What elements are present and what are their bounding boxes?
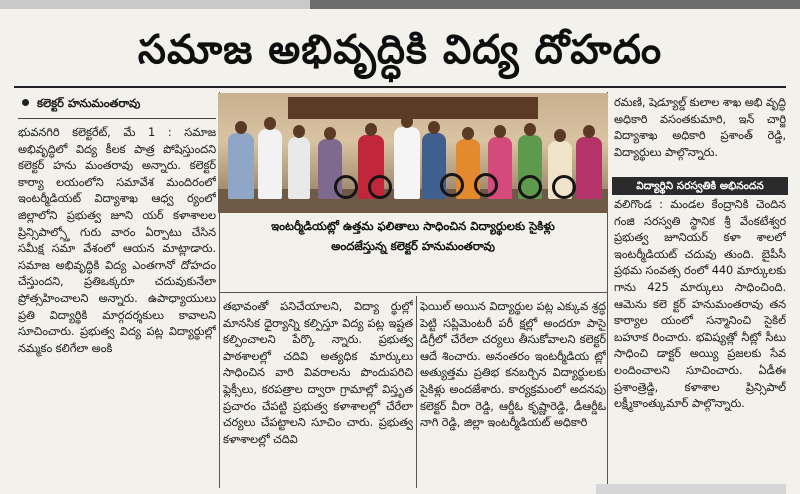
photo-person-head [524, 123, 536, 136]
bicycle-wheel [474, 173, 498, 197]
photo-person [288, 137, 310, 199]
bicycle-wheel [334, 175, 358, 199]
photo-person-head [462, 127, 474, 140]
photo-backdrop-banner [288, 97, 538, 119]
photo-person-head [365, 123, 377, 136]
column-rule [416, 296, 417, 488]
photo-person-head [324, 127, 336, 140]
next-article-edge [596, 484, 786, 494]
byline-text: కలెక్టర్ హనుమంతరావు [37, 96, 141, 110]
photo-person-head [554, 129, 566, 142]
photo-person [228, 133, 254, 199]
photo-person-head [583, 125, 595, 138]
bicycle-wheel [440, 173, 464, 197]
photo-caption-line: అందజేస్తున్న కలెక్టర్ హనుమంతరావు [331, 239, 495, 253]
sub-headline: విద్యార్థిని సరస్వతికి అభినందన [612, 177, 788, 195]
side-story: వలిగొండ : మండల కేంద్రానికి చెందిన గంజి సరస్వతి స్థానిక శ్రీ వేంకటేశ్వర ప్రభుత్వ జూనియర్ కళా శాలలో ఇంటర్మీడియట్ చదువు తుంది. బైపీసీ ప్రథమ సంవత్స రంలో 440 మార్కులకు గాను 425 మార్కులు సాధించింది. ఆమెను కలె క్టర్ హనుమంతరావు తన కార్యాల యంలో సన్మానించి సైకిల్ బహూక రించారు. భవిష్యత్లో నీట్లో సీటు సాధించి డాక్టర్ అయ్యి ప్రజలకు సేవ లందించాలని సూచించారు. ఏడీఈ ప్రశాంత్రెడ్డి, కళాశాల ప్రిన్సిపాల్ లక్ష్మీకాంత్కుమార్ పాల్గొన్నారు. [614, 197, 786, 411]
bicycle-wheel [518, 175, 542, 199]
article-column-2: తభావంతో పనిచేయాలని, విద్యా ర్థుల్లో మానసిక ధైర్యాన్ని కల్పిస్తూ విద్య పట్ల ఇష్టత కల్పించాలని పేర్కొ న్నారు. ప్రభుత్వ పాఠశాలల్లో చదివి అత్యధిక మార్కులు సాధించిన వారి వివరాలను పొందుపరిచి ఫ్లెక్సీలు, కరపత్రాల ద్వారా గ్రామాల్లో విస్తృత ప్రచారం చేపట్టి ప్రభుత్వ కళాశాలల్లో చేరేలా చర్యలు చేపట్టాలని సూచిం చారు. ప్రభుత్వ కళాశాలల్లో చదివి [223, 299, 413, 446]
article-column-3: ఫెయిల్ అయిన విద్యార్థుల పట్ల ఎక్కువ శ్రద్ధ పెట్టి సప్లిమెంటరీ పరీ క్షల్లో అందరూ పాసై డిగ్రీలో చేరేలా చర్యలు తీసుకోవాలని కలెక్టర్ ఆదే శించారు. అనంతరం ఇంటర్మీడియ ట్లో అత్యుత్తమ ప్రతిభ కనబర్చిన విద్యార్థులకు సైకిళ్లు అందజేశారు. కార్యక్రమంలో అదనపు కలెక్టర్ వీరా రెడ్డి, ఆర్డీఓ కృష్ణారెడ్డి, డీఆర్డీఓ నాగి రెడ్డి, జిల్లా ఇంటర్మీడియట్ అధికారి [420, 299, 606, 430]
photo-person-head [494, 125, 506, 138]
photo-caption [226, 216, 600, 258]
photo-person-head [293, 125, 305, 138]
article-column-1: భువనగిరి కలెక్టరేట్, మే 1 : సమాజ అభివృద్ధిలో విద్య కీలక పాత్ర పోషిస్తుందని కలెక్టర్ హను మంతరావు అన్నారు. కలెక్టర్ కార్యా లయంలోని సమావేశ మందిరంలో ఇంటర్మీడియట్ విద్యాశాఖ ఆధ్వ ర్యంలో జిల్లాలోని ప్రభుత్వ జూని యర్ కళాశాలల ప్రిన్సిపాల్స్తో గురు వారం ఏర్పాటు చేసిన సమీక్ష సమా వేశంలో ఆయన మాట్లాడారు. సమాజ అభివృద్ధికి విద్య ఎంతగానో దోహదం చేస్తుందని, ప్రతిఒక్కరూ చదువుకునేలా ప్రోత్సహించాలని అన్నారు. ఉపాధ్యాయులు ప్రతి విద్యార్థికి మార్గదర్శకులు కావాలని సూచించారు. ప్రభుత్వ విద్య పట్ల విద్యార్థుల్లో నమ్మకం కలిగేలా అంకి [18, 125, 216, 355]
caption-rule [219, 292, 607, 293]
photo-person [576, 137, 602, 199]
byline-rule [18, 118, 216, 119]
photo-person [394, 127, 420, 199]
headline: సమాజ అభివృద్ధికి విద్య దోహదం [137, 27, 663, 73]
top-strip-light-segment [0, 0, 310, 9]
photo-person-head [428, 121, 440, 134]
photo-person-head [235, 121, 247, 134]
photo-person [258, 129, 282, 199]
photo-person-head [401, 115, 413, 128]
photo-caption-line: ఇంటర్మీడియట్లో ఉత్తమ ఫలితాలు సాధించిన విద్యార్థులకు సైకిళ్లు [271, 219, 555, 233]
bicycle-wheel [368, 175, 392, 199]
bicycle-wheel [552, 175, 576, 199]
headline-rule [14, 86, 786, 88]
photo-person-head [264, 117, 276, 130]
news-photo [218, 93, 608, 213]
byline [22, 93, 212, 113]
bullet-icon [22, 99, 29, 106]
top-page-strip [0, 0, 800, 9]
article-column-4: రమణి, షెడ్యూల్డ్ కులాల శాఖ అభి వృద్ధి అధికారి వసంతకుమారి, ఇన్ చార్జి విద్యాశాఖ అధికారి ప్రశాంత్ రెడ్డి, విద్యార్థులు పాల్గొన్నారు. [614, 95, 786, 159]
